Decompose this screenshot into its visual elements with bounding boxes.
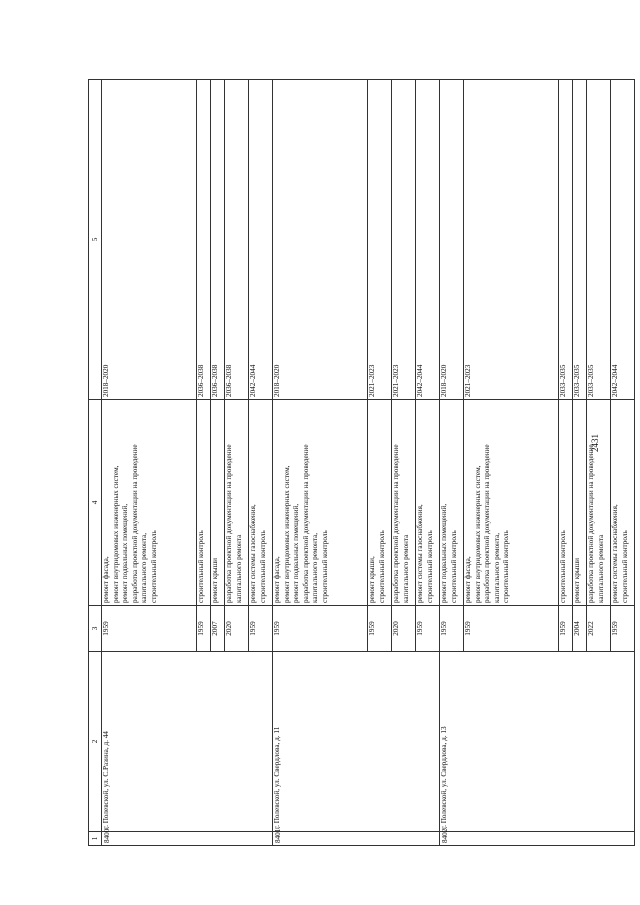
- address-cell: г. Полевской, ул. С.Разина, д. 44: [102, 652, 273, 832]
- year-cell: 2022: [587, 606, 611, 652]
- year-cell: 1959: [102, 606, 197, 652]
- year-cell: 1959: [249, 606, 273, 652]
- work-type-cell: разработка проектной документации на проведение капитального ремонта: [225, 400, 249, 606]
- header-col-3: 3: [89, 606, 102, 652]
- header-col-4: 4: [89, 400, 102, 606]
- year-cell: 2020: [392, 606, 416, 652]
- work-type-cell: ремонт фасада, ремонт внутридомовых инженерных систем, ремонт подвальных помещений, разработка проектной документации на проведение капитального ремонта, строительный контроль: [273, 400, 368, 606]
- work-type-cell: ремонт крыши: [211, 400, 225, 606]
- page-number: 2431: [590, 434, 600, 452]
- year-cell: 2020: [225, 606, 249, 652]
- period-cell: 2042–2044: [416, 80, 440, 400]
- row-number: 8401.: [273, 832, 440, 846]
- period-cell: 2021–2023: [464, 80, 559, 400]
- work-type-cell: разработка проектной документации на проведение капитального ремонта: [587, 400, 611, 606]
- row-number: 8400.: [102, 832, 273, 846]
- period-cell: 2033–2035: [559, 80, 573, 400]
- table-row: [273, 80, 368, 846]
- period-cell: 2018–2020: [273, 80, 368, 400]
- period-cell: 2036–2038: [211, 80, 225, 400]
- year-cell: 1959: [368, 606, 392, 652]
- work-type-cell: ремонт системы газоснабжения, строительный контроль: [611, 400, 635, 606]
- work-type-cell: разработка проектной документации на проведение капитального ремонта: [392, 400, 416, 606]
- year-cell: 1959: [197, 606, 211, 652]
- work-type-cell: ремонт системы газоснабжения, строительный контроль: [416, 400, 440, 606]
- period-cell: 2021–2023: [392, 80, 416, 400]
- work-type-cell: ремонт крыши, строительный контроль: [368, 400, 392, 606]
- table-body: [102, 80, 635, 846]
- work-type-cell: ремонт фасада, ремонт внутридомовых инженерных систем, разработка проектной документации на проведение капитального ремонта, строительный контроль: [464, 400, 559, 606]
- work-type-cell: ремонт системы газоснабжения, строительный контроль: [249, 400, 273, 606]
- year-cell: 1959: [273, 606, 368, 652]
- period-cell: 2018–2020: [102, 80, 197, 400]
- table-header: [89, 80, 102, 846]
- period-cell: 2042–2044: [249, 80, 273, 400]
- work-type-cell: строительный контроль: [197, 400, 211, 606]
- address-cell: г. Полевской, ул. Свердлова, д. 13: [440, 652, 635, 832]
- work-type-cell: ремонт фасада, ремонт внутридомовых инженерных систем, ремонт подвальных помещений, разработка проектной документации на проведение капитального ремонта, строительный контроль: [102, 400, 197, 606]
- period-cell: 2042–2044: [611, 80, 635, 400]
- year-cell: 2004: [573, 606, 587, 652]
- work-type-cell: строительный контроль: [559, 400, 573, 606]
- year-cell: 1959: [464, 606, 559, 652]
- header-col-5: 5: [89, 80, 102, 400]
- row-number: 8402.: [440, 832, 635, 846]
- period-cell: 2036–2038: [197, 80, 211, 400]
- year-cell: 1959: [611, 606, 635, 652]
- work-type-cell: ремонт крыши: [573, 400, 587, 606]
- period-cell: 2036–2038: [225, 80, 249, 400]
- year-cell: 1959: [559, 606, 573, 652]
- period-cell: 2033–2035: [587, 80, 611, 400]
- year-cell: 2007: [211, 606, 225, 652]
- year-cell: 1959: [440, 606, 464, 652]
- table-row: [440, 80, 464, 846]
- year-cell: 1959: [416, 606, 440, 652]
- work-type-cell: ремонт подвальных помещений, строительный контроль: [440, 400, 464, 606]
- period-cell: 2033–2035: [573, 80, 587, 400]
- period-cell: 2018–2020: [440, 80, 464, 400]
- address-cell: г. Полевской, ул. Свердлова, д. 11: [273, 652, 440, 832]
- period-cell: 2021–2023: [368, 80, 392, 400]
- table-row: [102, 80, 197, 846]
- header-col-1: 1: [89, 832, 102, 846]
- header-col-2: 2: [89, 652, 102, 832]
- repair-schedule-table: [88, 79, 635, 846]
